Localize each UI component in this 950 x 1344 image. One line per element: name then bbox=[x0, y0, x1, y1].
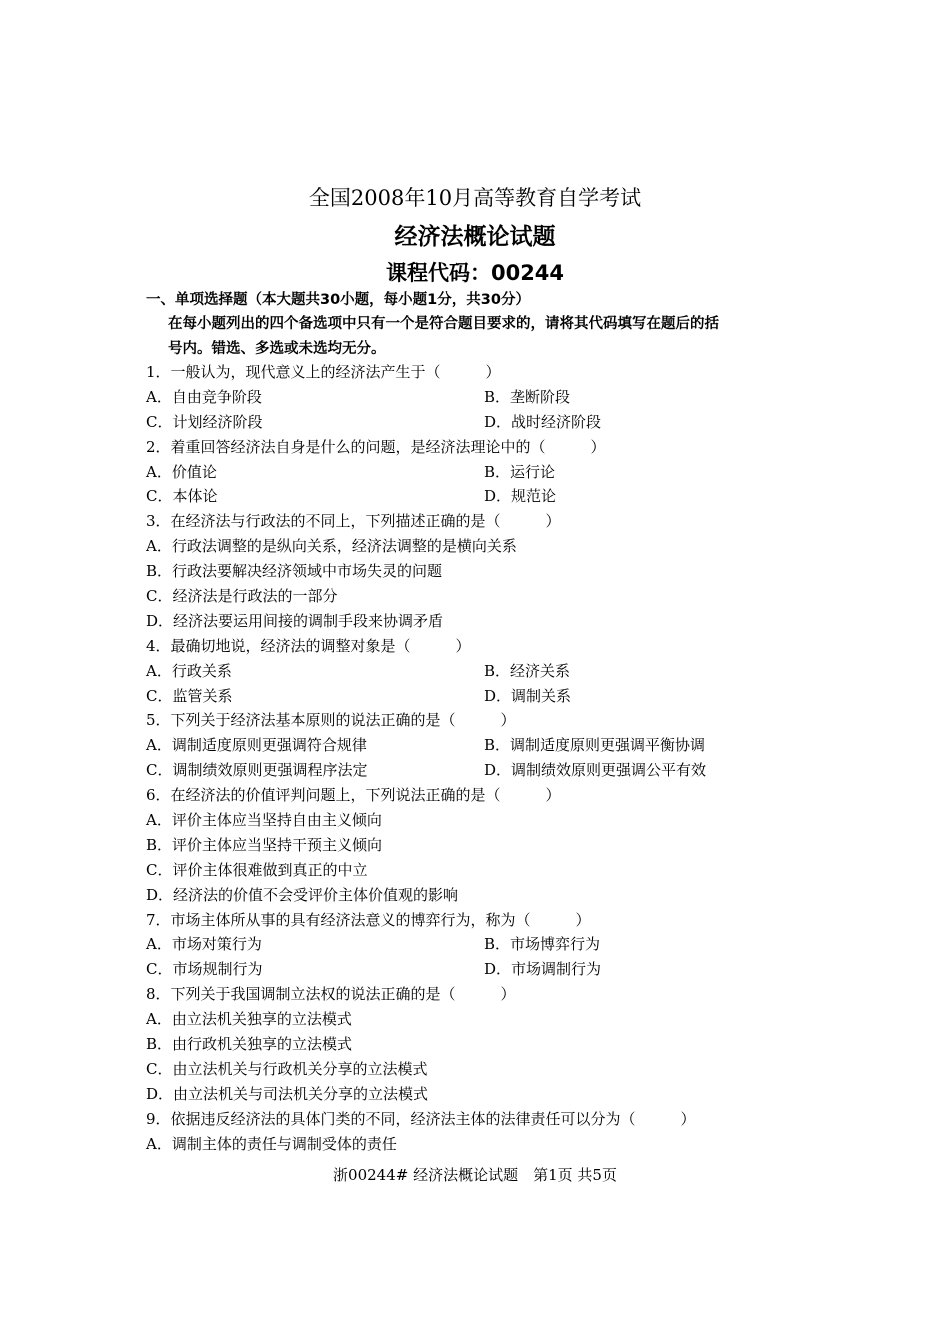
option: A．评价主体应当坚持自由主义倾向 bbox=[146, 811, 382, 830]
question-stem: 9．依据违反经济法的具体门类的不同，经济法主体的法律责任可以分为（ ） bbox=[146, 1109, 696, 1128]
option: C．市场规制行为 bbox=[146, 960, 263, 979]
option-row bbox=[146, 758, 806, 783]
option: A．行政法调整的是纵向关系，经济法调整的是横向关系 bbox=[146, 537, 517, 556]
option: B．评价主体应当坚持干预主义倾向 bbox=[146, 835, 383, 854]
option: B．垄断阶段 bbox=[484, 387, 571, 406]
option-row bbox=[146, 733, 806, 758]
option-row bbox=[146, 460, 806, 485]
question-stem: 8．下列关于我国调制立法权的说法正确的是（ ） bbox=[146, 985, 516, 1004]
subject-title: 经济法概论试题 bbox=[394, 224, 556, 250]
option: C．由立法机关与行政机关分享的立法模式 bbox=[146, 1059, 428, 1078]
option: C．计划经济阶段 bbox=[146, 412, 263, 431]
option: A．自由竞争阶段 bbox=[146, 387, 262, 406]
option: B．经济关系 bbox=[484, 661, 571, 680]
section-instructions bbox=[168, 312, 808, 362]
page-footer: 浙00244# 经济法概论试题 第1页 共5页 bbox=[333, 1166, 617, 1184]
option: B．运行论 bbox=[484, 462, 556, 481]
option-row bbox=[146, 684, 806, 709]
option: D．经济法要运用间接的调制手段来协调矛盾 bbox=[146, 611, 444, 630]
option-row bbox=[146, 932, 806, 957]
option: A．市场对策行为 bbox=[146, 935, 262, 954]
option: D．战时经济阶段 bbox=[484, 412, 602, 431]
option: A．由立法机关独享的立法模式 bbox=[146, 1010, 352, 1029]
option: B．市场博弈行为 bbox=[484, 935, 601, 954]
instruction-line: 号内。错选、多选或未选均无分。 bbox=[168, 341, 386, 357]
option: D．由立法机关与司法机关分享的立法模式 bbox=[146, 1084, 429, 1103]
option-row bbox=[146, 659, 806, 684]
section-heading: 一、单项选择题（本大题共30小题，每小题1分，共30分） bbox=[146, 292, 530, 308]
option: C．监管关系 bbox=[146, 686, 233, 705]
option: A．价值论 bbox=[146, 462, 217, 481]
question-list bbox=[146, 360, 806, 1157]
question-stem: 1．一般认为，现代意义上的经济法产生于（ ） bbox=[146, 363, 501, 381]
option: A．调制适度原则更强调符合规律 bbox=[146, 736, 367, 755]
option: B．由行政机关独享的立法模式 bbox=[146, 1035, 353, 1054]
option: C．调制绩效原则更强调程序法定 bbox=[146, 761, 368, 780]
question-stem: 4．最确切地说，经济法的调整对象是（ ） bbox=[146, 636, 471, 655]
course-code: 课程代码：00244 bbox=[385, 261, 565, 285]
option: C．评价主体很难做到真正的中立 bbox=[146, 860, 368, 879]
option-row bbox=[146, 385, 806, 410]
option: D．规范论 bbox=[484, 487, 557, 506]
instruction-line: 在每小题列出的四个备选项中只有一个是符合题目要求的，请将其代码填写在题后的括 bbox=[168, 316, 719, 332]
option: B．调制适度原则更强调平衡协调 bbox=[484, 736, 706, 755]
option-row bbox=[146, 410, 806, 435]
question-stem: 5．下列关于经济法基本原则的说法正确的是（ ） bbox=[146, 711, 516, 730]
option: A．调制主体的责任与调制受体的责任 bbox=[146, 1134, 397, 1153]
option: A．行政关系 bbox=[146, 661, 232, 680]
option-row bbox=[146, 957, 806, 982]
exam-title: 全国2008年10月高等教育自学考试 bbox=[308, 186, 642, 210]
option-row bbox=[146, 484, 806, 509]
option: D．调制关系 bbox=[484, 686, 572, 705]
question-stem: 2．着重回答经济法自身是什么的问题，是经济法理论中的（ ） bbox=[146, 437, 606, 456]
option: C．经济法是行政法的一部分 bbox=[146, 587, 338, 606]
option: D．调制绩效原则更强调公平有效 bbox=[484, 761, 707, 780]
option: B．行政法要解决经济领域中市场失灵的问题 bbox=[146, 562, 443, 581]
option: D．经济法的价值不会受评价主体价值观的影响 bbox=[146, 885, 459, 904]
question-stem: 3．在经济法与行政法的不同上，下列描述正确的是（ ） bbox=[146, 512, 561, 531]
question-stem: 7．市场主体所从事的具有经济法意义的博弈行为，称为（ ） bbox=[146, 910, 591, 929]
option: D．市场调制行为 bbox=[484, 960, 602, 979]
question-stem: 6．在经济法的价值评判问题上，下列说法正确的是（ ） bbox=[146, 786, 561, 805]
option: C．本体论 bbox=[146, 487, 218, 506]
